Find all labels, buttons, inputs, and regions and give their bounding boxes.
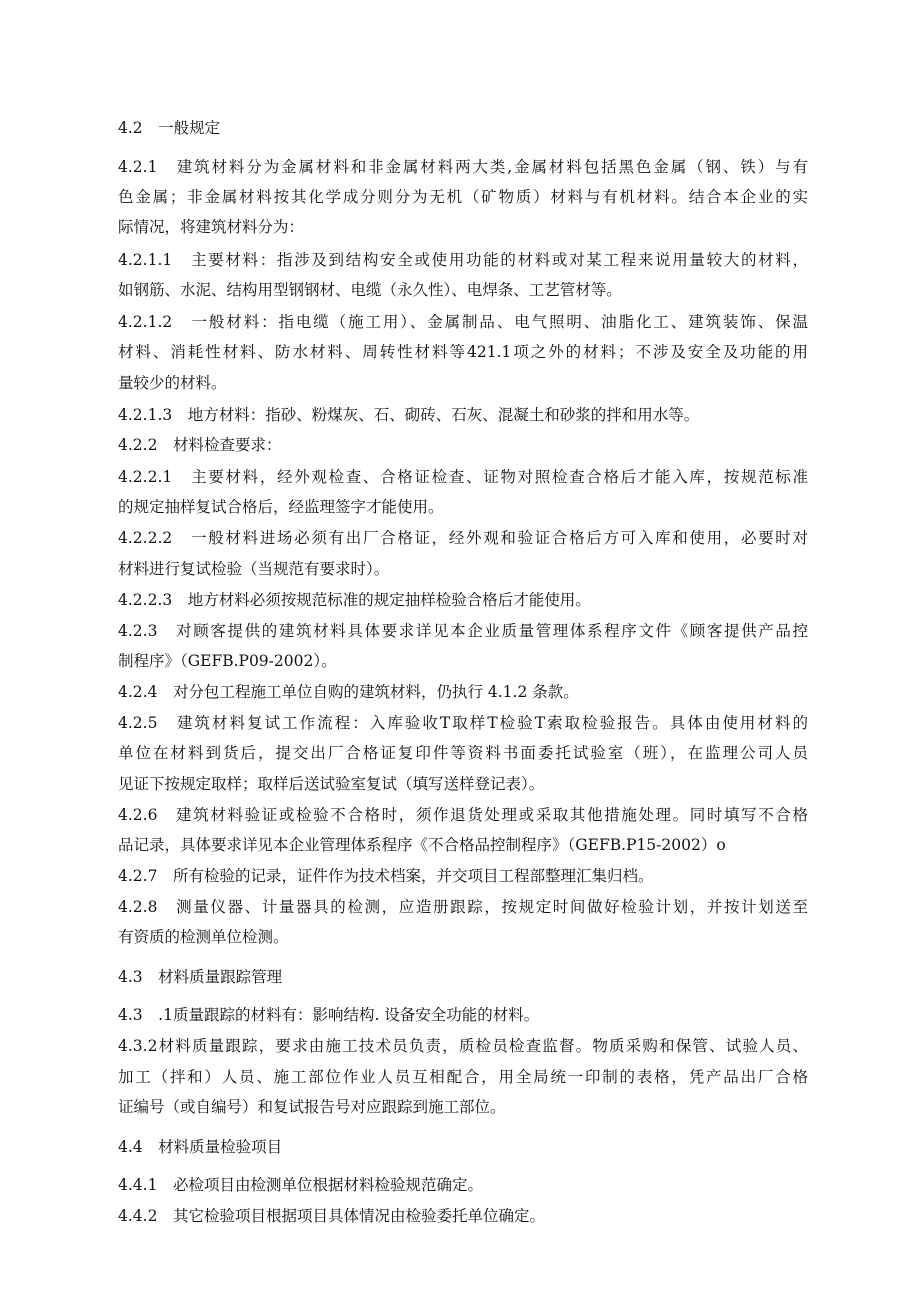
text-line: 4.4.2 其它检验项目根据项目具体情况由检验委托单位确定。 xyxy=(118,1207,545,1225)
text-line: 材料进行复试检验（当规范有要求时）。 xyxy=(118,560,390,578)
text-line: 的规定抽样复试合格后，经监理签字才能使用。 xyxy=(118,498,444,516)
text-line: 4.2.6 建筑材料验证或检验不合格时，须作退货处理或采取其他措施处理。同时填写不合格 xyxy=(118,806,808,824)
text-line: 见证下按规定取样；取样后送试验室复试（填写送样登记表）。 xyxy=(118,775,545,793)
text-line: 材料、消耗性材料、防水材料、周转性材料等421.1项之外的材料；不涉及安全及功能的用 xyxy=(118,343,808,361)
text-line: 4.2.7 所有检验的记录，证件作为技术档案，并交项目工程部整理汇集归档。 xyxy=(118,867,654,885)
text-line: 际情况，将建筑材料分为： xyxy=(118,218,305,236)
text-line: 4.2.4 对分包工程施工单位自购的建筑材料，仍执行 4.1.2 条款。 xyxy=(118,683,579,701)
text-line: 4.2.8 测量仪器、计量器具的检测，应造册跟踪，按规定时间做好检验计划，并按计划送至 xyxy=(118,898,808,916)
section-heading-4-3: 4.3 材料质量跟踪管理 xyxy=(118,968,283,986)
text-line: 单位在材料到货后，提交出厂合格证复印件等资料书面委托试验室（班），在监理公司人员 xyxy=(118,744,808,762)
text-line: 制程序》（GEFB.P09-2002）。 xyxy=(118,652,337,670)
text-line: 有资质的检测单位检测。 xyxy=(118,928,289,946)
text-line: 4.4.1 必检项目由检测单位根据材料检验规范确定。 xyxy=(118,1176,483,1194)
section-heading-4-4: 4.4 材料质量检验项目 xyxy=(118,1138,283,1156)
text-line: 4.2.1.1 主要材料：指涉及到结构安全或使用功能的材料或对某工程来说用量较大的材料， xyxy=(118,251,808,269)
text-line: 4.2.2.2 一般材料进场必须有出厂合格证，经外观和验证合格后方可入库和使用，必要时对 xyxy=(118,529,808,547)
text-line: 4.2.2.3 地方材料必须按规范标准的规定抽样检验合格后才能使用。 xyxy=(118,591,591,609)
text-line: 4.2.1 建筑材料分为金属材料和非金属材料两大类,金属材料包括黑色金属（钢、铁）与有 xyxy=(118,158,808,176)
text-line: 4.2.1.3 地方材料：指砂、粉煤灰、石、砌砖、石灰、混凝土和砂浆的拌和用水等。 xyxy=(118,406,700,424)
text-line: 量较少的材料。 xyxy=(118,374,227,392)
text-line: 4.2.5 建筑材料复试工作流程：入库验收T取样T检验T索取检验报告。具体由使用材料的 xyxy=(118,714,808,732)
text-line: 4.3 .1质量跟踪的材料有：影响结构. 设备安全功能的材料。 xyxy=(118,1006,540,1024)
text-line: 加工（拌和）人员、施工部位作业人员互相配合，用全局统一印制的表格，凭产品出厂合格 xyxy=(118,1068,808,1086)
text-line: 4.2.2 材料检查要求： xyxy=(118,436,282,454)
text-line: 如钢筋、水泥、结构用型钢钢材、电缆（永久性）、电焊条、工艺管材等。 xyxy=(118,281,622,299)
section-heading-4-2: 4.2 一般规定 xyxy=(118,119,221,137)
text-line: 色金属；非金属材料按其化学成分则分为无机（矿物质）材料与有机材料。结合本企业的实 xyxy=(118,188,808,206)
text-line: 品记录，具体要求详见本企业管理体系程序《不合格品控制程序》（GEFB.P15-2002）o xyxy=(118,836,726,854)
text-line: 4.2.2.1 主要材料，经外观检查、合格证检查、证物对照检查合格后才能入库，按规范标准 xyxy=(118,468,808,486)
text-line: 4.2.1.2 一般材料：指电缆（施工用）、金属制品、电气照明、油脂化工、建筑装饰、保温 xyxy=(118,313,808,331)
text-line: 4.2.3 对顾客提供的建筑材料具体要求详见本企业质量管理体系程序文件《顾客提供产品控 xyxy=(118,622,808,640)
text-line: 证编号（或自编号）和复试报告号对应跟踪到施工部位。 xyxy=(118,1098,506,1116)
text-line: 4.3.2材料质量跟踪，要求由施工技术员负责，质检员检查监督。物质采购和保管、试验人员、 xyxy=(118,1037,808,1055)
